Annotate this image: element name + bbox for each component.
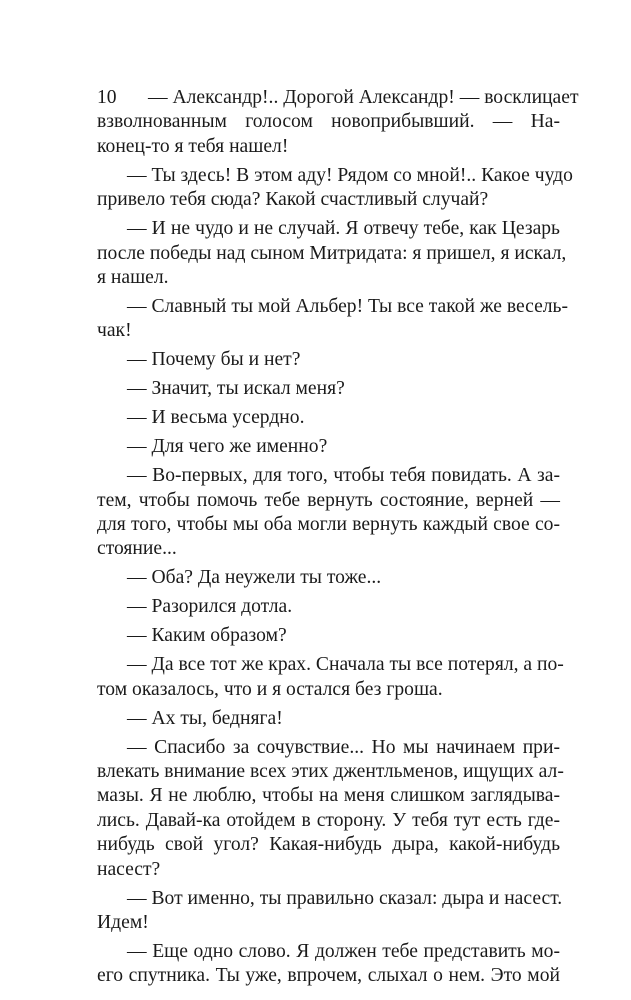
text-line: том оказалось, что и я остался без гроша. (97, 678, 443, 700)
text-line: — И не чудо и не случай. Я отвечу тебе, как Цезарь (127, 218, 560, 240)
text-line: влекать внимание всех этих джентльменов, ищущих ал- (97, 761, 564, 783)
text-line: привело тебя сюда? Какой счастливый случай? (97, 189, 489, 211)
text-line: — Для чего же именно? (127, 436, 328, 458)
text-line: — Да все тот же крах. Сначала ты все потерял, а по- (127, 654, 564, 676)
text-line: лись. Давай-ка отойдем в сторону. У тебя тут есть где- (97, 809, 560, 831)
text-line: его спутника. Ты уже, впрочем, слыхал о нем. Это мой (97, 965, 560, 987)
text-line: — Оба? Да неужели ты тоже... (127, 567, 382, 589)
text-line: мазы. Я не люблю, чтобы на меня слишком заглядыва- (97, 785, 560, 807)
text-line: я нашел. (97, 266, 169, 288)
text-line: взволнованным голосом новоприбывший. — На- (97, 111, 560, 133)
text-line: — Ты здесь! В этом аду! Рядом со мной!.. Какое чудо (127, 164, 573, 186)
text-line: чак! (97, 320, 132, 342)
text-line: — Вот именно, ты правильно сказал: дыра и насест. (127, 887, 563, 909)
text-line: — Спасибо за сочувствие... Но мы начинаем при- (127, 736, 560, 758)
body-text (97, 86, 579, 989)
text-line: — Александр!.. Дорогой Александр! — восклицает (148, 87, 579, 108)
page-number: 10 (97, 87, 117, 108)
text-line: — Ах ты, бедняга! (127, 707, 283, 729)
text-line: — И весьма усердно. (127, 407, 305, 429)
text-line: конец-то я тебя нашел! (97, 135, 289, 157)
text-line: для того, чтобы мы оба могли вернуть каждый свое со- (97, 514, 560, 535)
text-line: — Разорился дотла. (127, 596, 293, 618)
text-line: нибудь свой угол? Какая-нибудь дыра, какой-нибудь (97, 834, 560, 856)
text-line: Идем! (97, 912, 149, 934)
text-line: — Во-первых, для того, чтобы тебя повидать. А за- (127, 465, 560, 487)
text-line: — Еще одно слово. Я должен тебе представить мо- (127, 941, 560, 962)
text-line: насест? (97, 858, 161, 880)
text-line: — Каким образом? (127, 625, 287, 647)
text-line: — Значит, ты искал меня? (127, 378, 345, 400)
text-line: стояние... (97, 538, 177, 560)
text-line: — Почему бы и нет? (127, 349, 301, 371)
text-line: после победы над сыном Митридата: я пришел, я искал, (97, 242, 567, 264)
text-line: тем, чтобы помочь тебе вернуть состояние, верней — (97, 489, 560, 511)
text-line: — Славный ты мой Альбер! Ты все такой же весель- (127, 295, 569, 317)
